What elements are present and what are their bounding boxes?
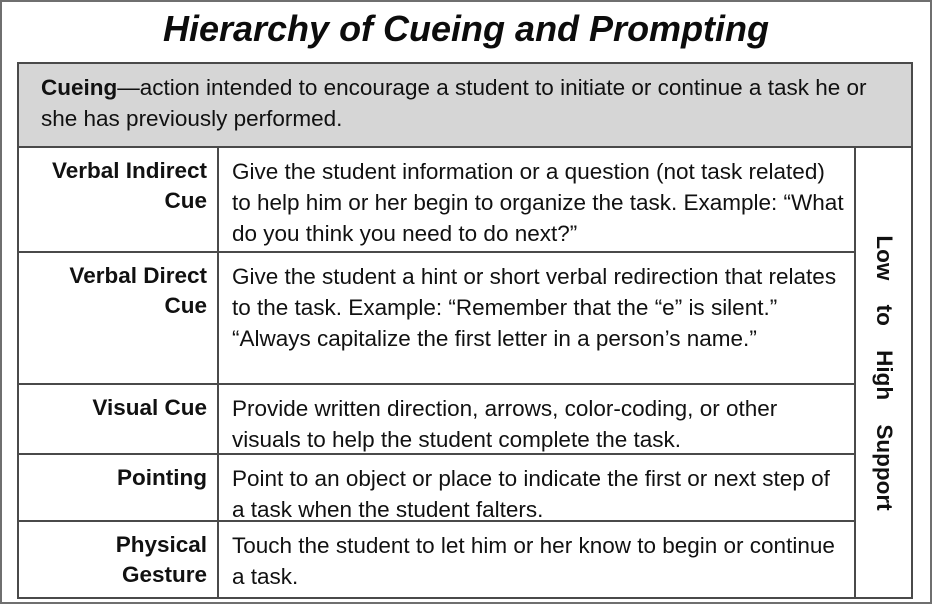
cueing-term: Cueing <box>41 75 118 100</box>
cue-description: Give the student information or a question (not task related) to help him or her begin to organize the task. Example: “What do you think you need to do next?” <box>232 159 844 246</box>
support-scale-label: Low to High Support <box>871 234 897 511</box>
cueing-table <box>17 62 913 599</box>
table-row <box>19 455 854 522</box>
cue-description: Point to an object or place to indicate the first or next step of a task when the student falters. <box>232 466 830 522</box>
cue-description: Provide written direction, arrows, color-coding, or other visuals to help the student complete the task. <box>232 396 778 452</box>
page-title: Hierarchy of Cueing and Prompting <box>162 8 770 49</box>
cue-type-label: Verbal Indirect Cue <box>19 148 219 251</box>
support-scale-column <box>854 148 911 597</box>
table-row <box>19 148 854 253</box>
table-row <box>19 522 854 597</box>
cue-type-label: Verbal Direct Cue <box>19 253 219 383</box>
cueing-definition <box>19 64 911 148</box>
cue-type-label: Visual Cue <box>19 385 219 453</box>
cue-type-label: Pointing <box>19 455 219 520</box>
cue-description: Touch the student to let him or her know to begin or continue a task. <box>232 533 835 589</box>
cue-description: Give the student a hint or short verbal redirection that relates to the task. Example: “Remember that the “e” is silent.” “Always capitalize the first letter in a person’s name.” <box>232 264 837 351</box>
cueing-definition-text: —action intended to encourage a student to initiate or continue a task he or she has previously performed. <box>41 75 867 131</box>
table-row <box>19 385 854 455</box>
cue-type-label: Physical Gesture <box>19 522 219 597</box>
table-row <box>19 253 854 385</box>
